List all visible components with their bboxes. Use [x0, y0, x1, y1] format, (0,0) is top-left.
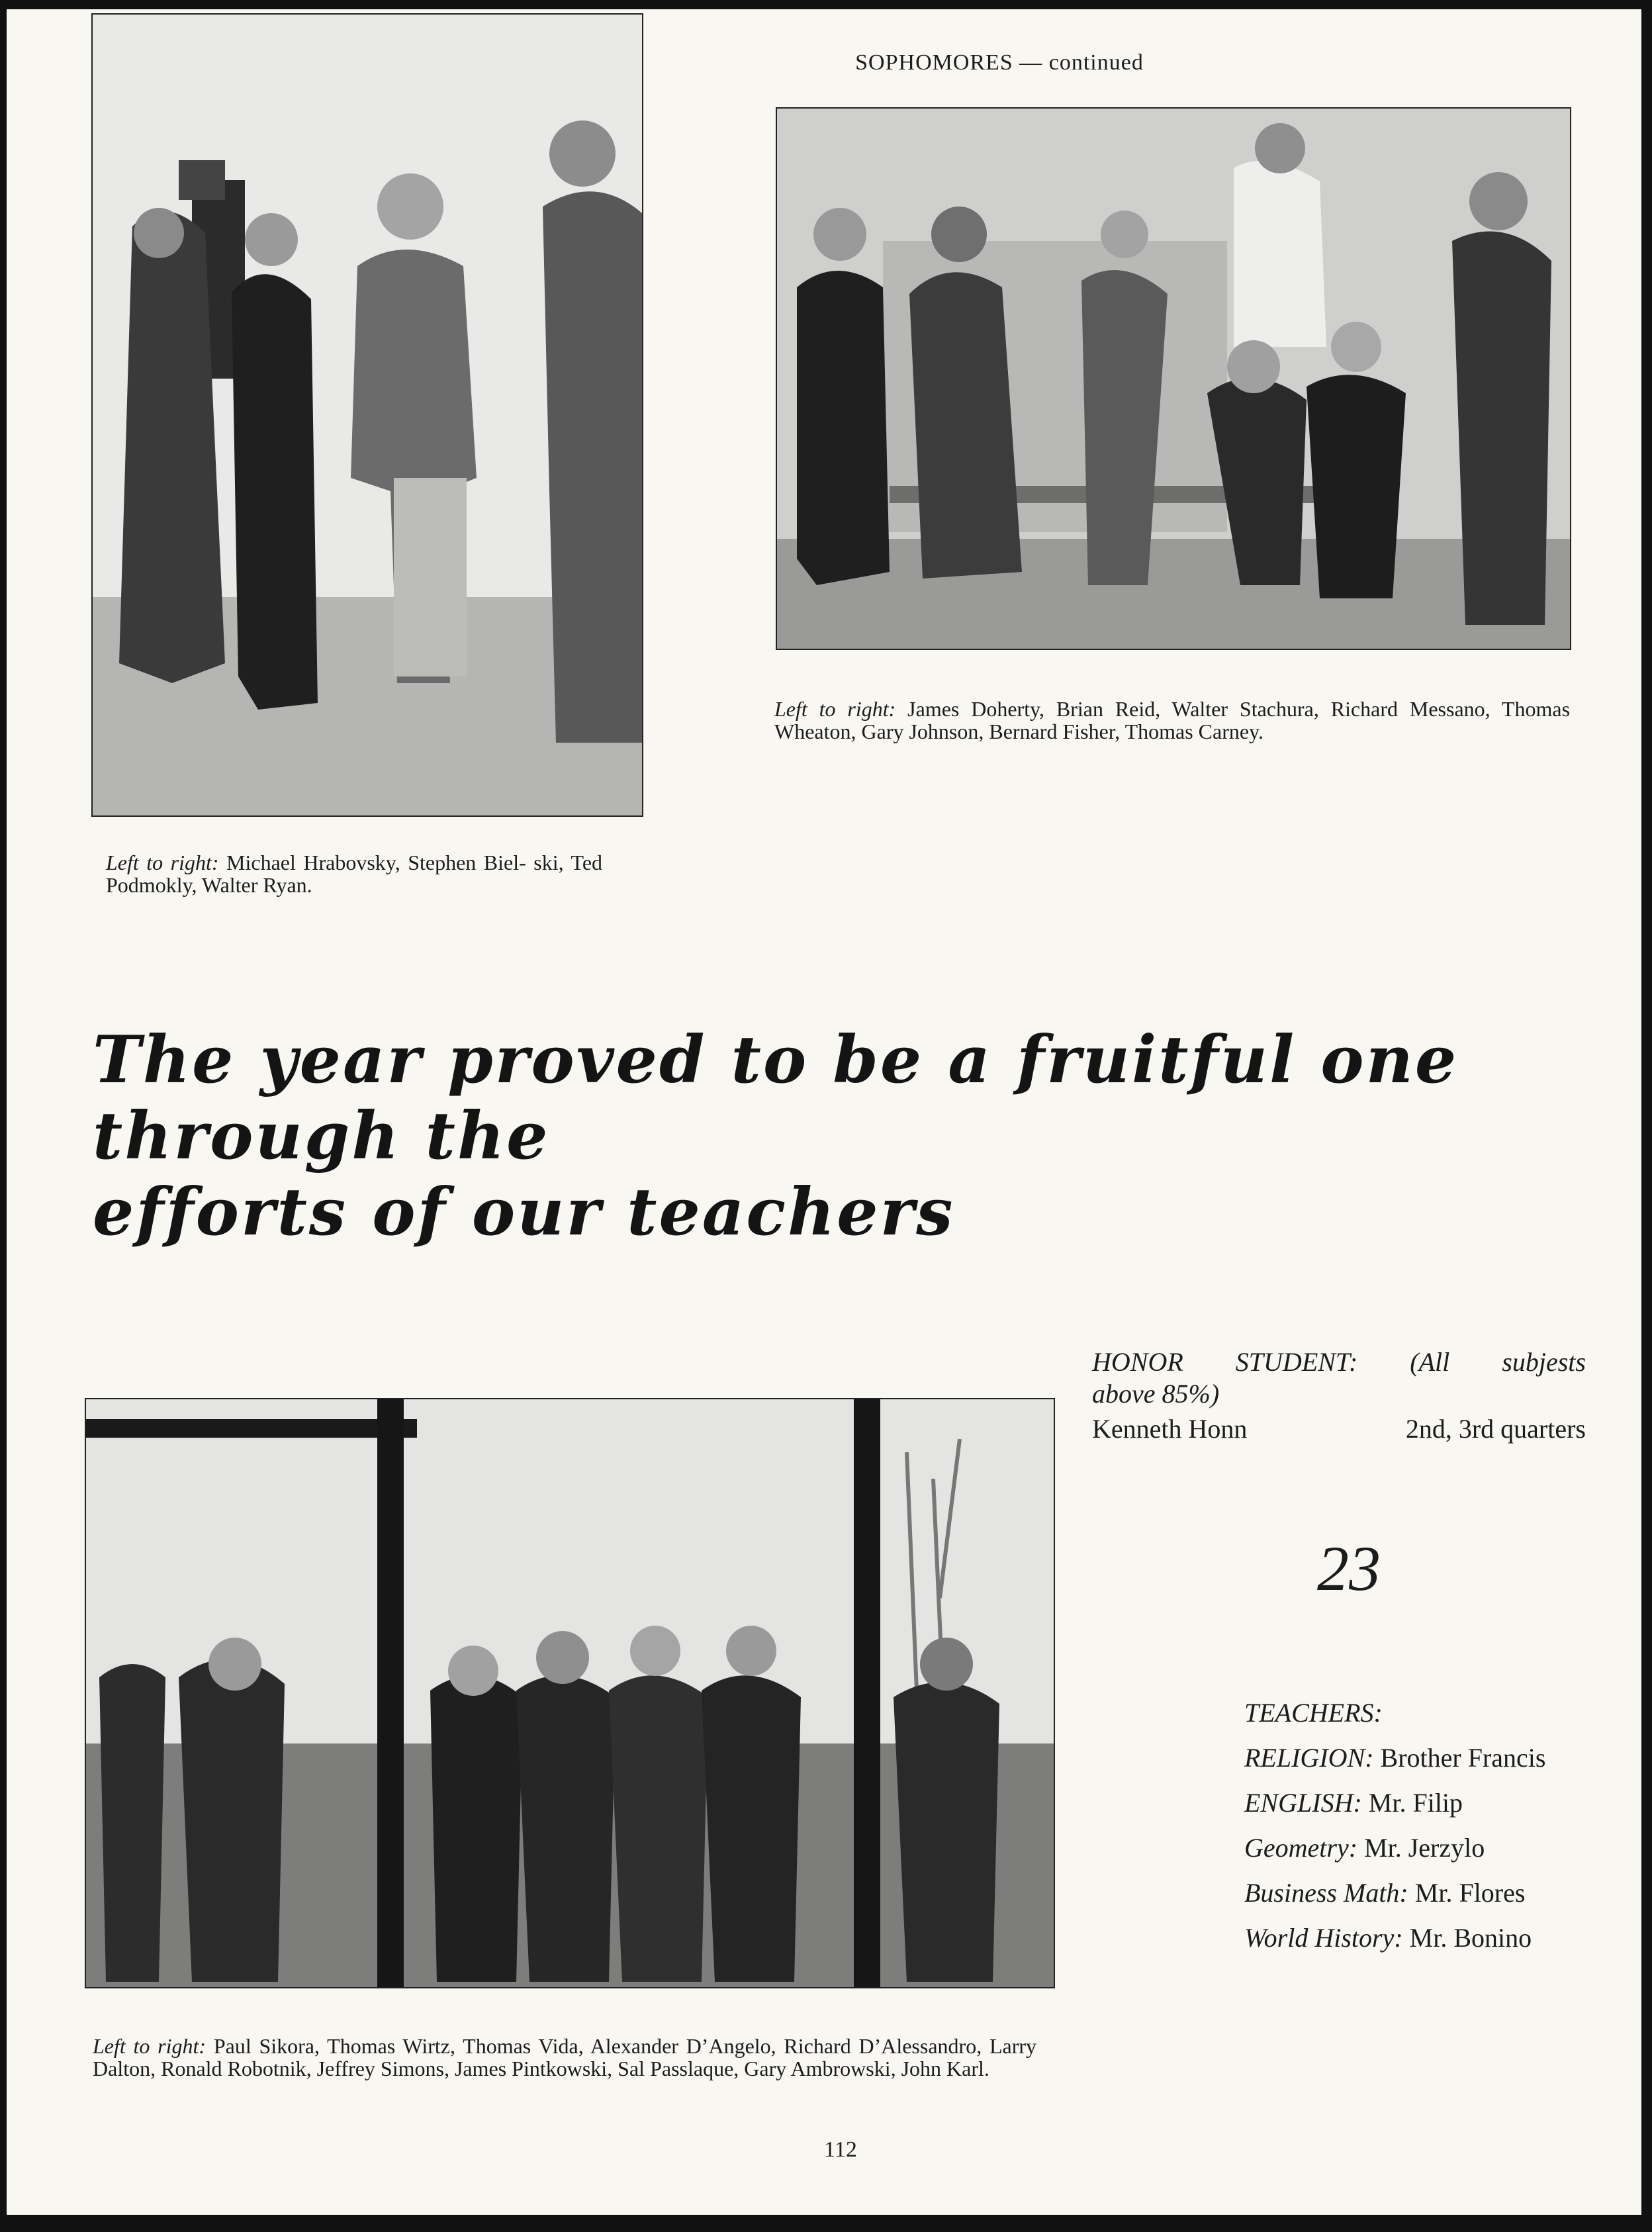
honor-quarters: 2nd, 3rd quarters	[1405, 1414, 1586, 1444]
caption-top-right	[774, 698, 1570, 743]
caption-lead: Left to right:	[93, 2034, 206, 2058]
headline-line-2: efforts of our teachers	[93, 1174, 955, 1250]
photo-phone-group-image	[93, 15, 642, 815]
teacher-row	[1244, 1916, 1602, 1961]
teachers-heading: TEACHERS:	[1244, 1698, 1383, 1728]
teacher-name: Mr. Bonino	[1409, 1923, 1532, 1953]
teachers-list	[1244, 1691, 1602, 1961]
caption-text: Paul Sikora, Thomas Wirtz, Thomas Vida, Alexander D’Angelo, Richard D’Alessandro, Larry Dalton, Ronald Robotnik, Jeffrey Simons, James Pintkowski, Sal Passlaque, Gary Ambrowski, John Karl.	[93, 2034, 1037, 2080]
honor-row	[1092, 1410, 1586, 1448]
teacher-subject: ENGLISH:	[1244, 1788, 1362, 1818]
teacher-name: Mr. Flores	[1414, 1878, 1526, 1908]
yearbook-page	[7, 9, 1641, 2215]
class-number: 23	[1317, 1533, 1381, 1604]
photo-phone-group	[91, 13, 643, 817]
headline-line-1: The year proved to be a fruitful one through the	[93, 1022, 1459, 1174]
honor-student-block	[1092, 1346, 1586, 1448]
caption-lead: Left to right:	[774, 697, 896, 721]
honor-title-cont: above 85%)	[1092, 1379, 1220, 1409]
caption-lead: Left to right:	[106, 851, 219, 874]
teacher-subject: Geometry:	[1244, 1833, 1358, 1863]
caption-bottom	[93, 2035, 1036, 2080]
teacher-name: Mr. Jerzylo	[1364, 1833, 1485, 1863]
section-header: SOPHOMORES — continued	[855, 50, 1144, 75]
teacher-subject: Business Math:	[1244, 1878, 1408, 1908]
photo-locker-room-image	[777, 109, 1570, 649]
teacher-subject: RELIGION:	[1244, 1743, 1374, 1773]
teacher-row	[1244, 1781, 1602, 1826]
teacher-row	[1244, 1826, 1602, 1871]
teacher-name: Mr. Filip	[1368, 1788, 1463, 1818]
photo-locker-room-group	[776, 107, 1571, 650]
caption-text: James Doherty, Brian Reid, Walter Stachura, Richard Messano, Thomas Wheaton, Gary Johnson, Bernard Fisher, Thomas Carney.	[774, 697, 1571, 743]
photo-window-group-image	[86, 1399, 1054, 1987]
teacher-name: Brother Francis	[1380, 1743, 1546, 1773]
page-number: 112	[824, 2137, 857, 2162]
teacher-row	[1244, 1736, 1602, 1781]
caption-top-left	[106, 851, 602, 896]
teacher-subject: World History:	[1244, 1923, 1403, 1953]
teacher-row	[1244, 1871, 1602, 1916]
caption-text: Michael Hrabovsky, Stephen Biel- ski, Ted Podmokly, Walter Ryan.	[106, 851, 603, 897]
photo-window-group	[85, 1398, 1055, 1988]
honor-title: HONOR STUDENT: (All subjests	[1092, 1347, 1586, 1377]
honor-name: Kenneth Honn	[1092, 1414, 1248, 1444]
